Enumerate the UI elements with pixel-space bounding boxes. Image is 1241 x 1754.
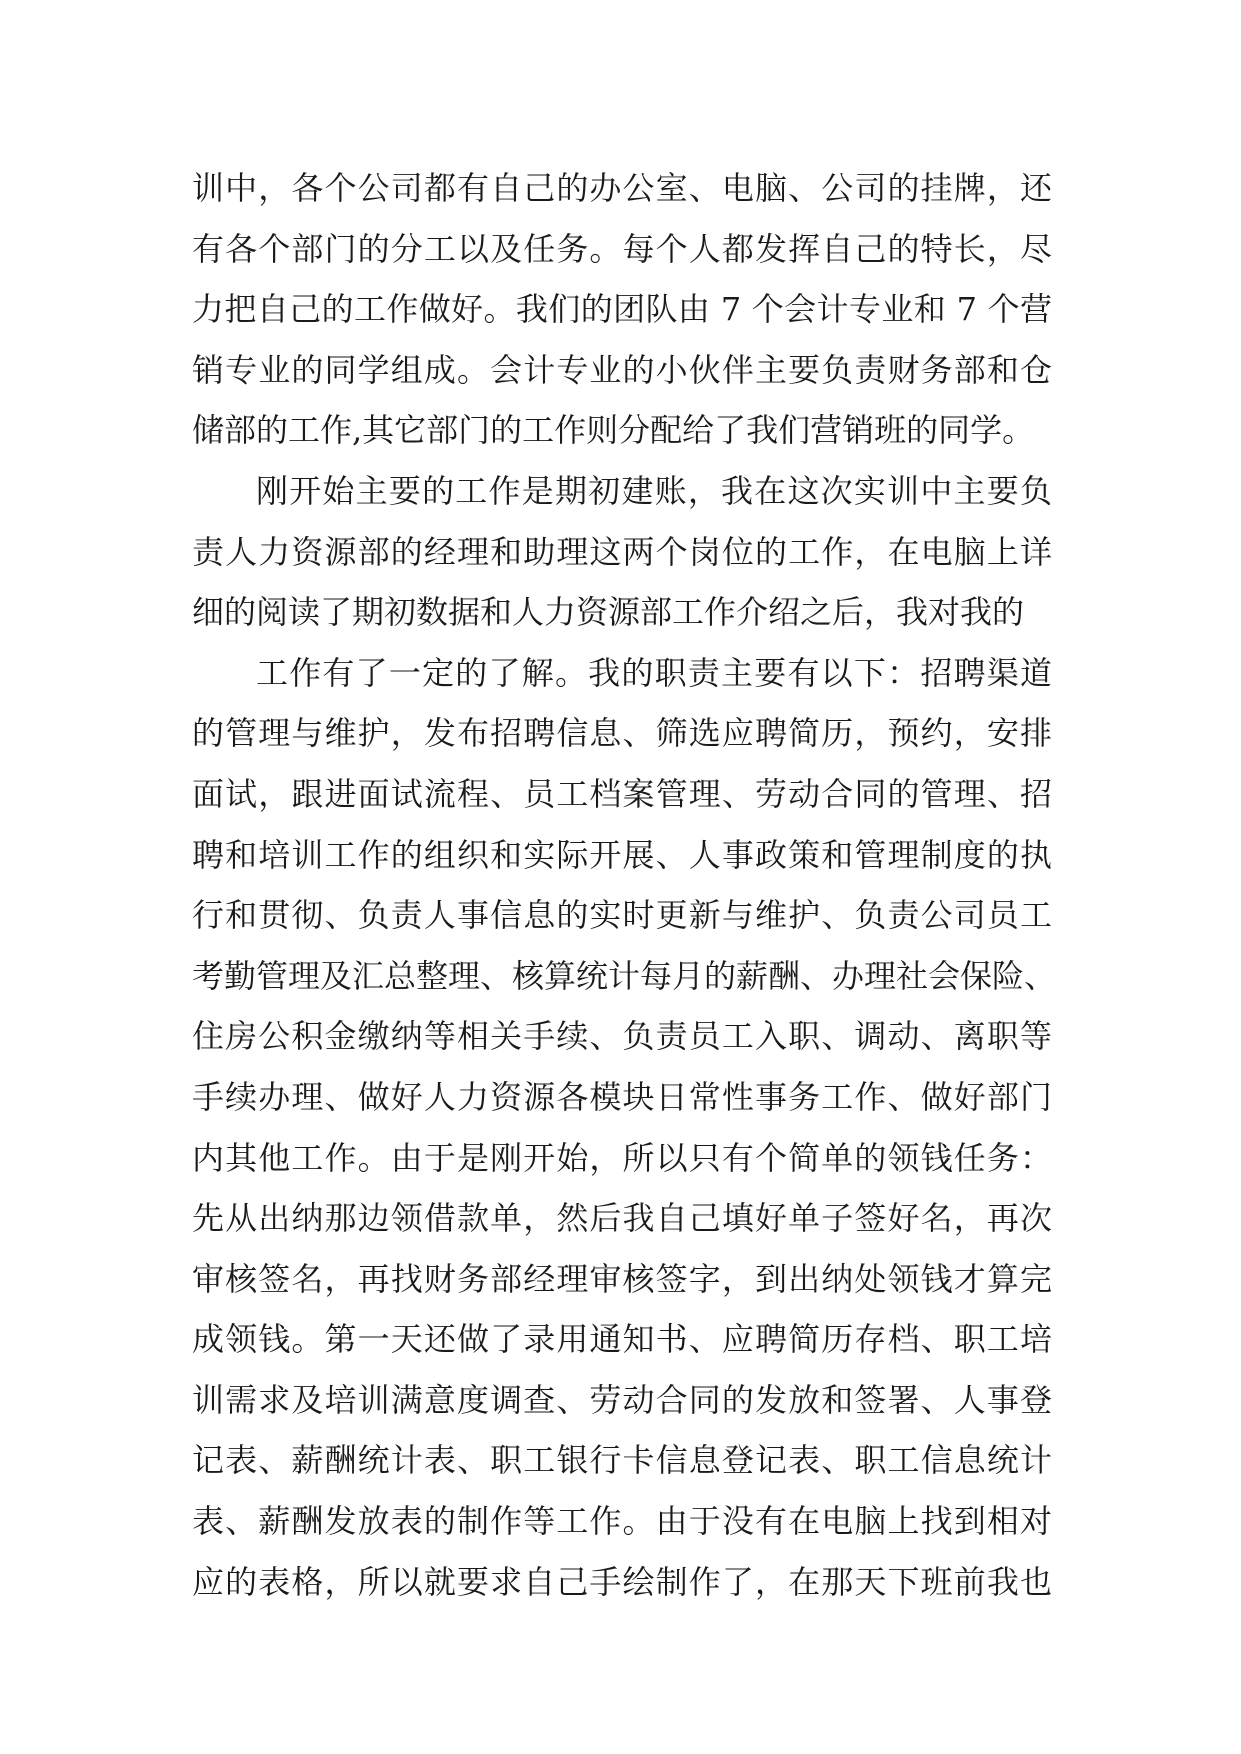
text-line: 的管理与维护，发布招聘信息、筛选应聘简历，预约，安排 [192,714,1052,753]
text-line: 储部的工作,其它部门的工作则分配给了我们营销班的同学。 [192,411,1035,450]
text-line: 聘和培训工作的组织和实际开展、人事政策和管理制度的执 [192,835,1052,874]
text-line: 内其他工作。由于是刚开始，所以只有个简单的领钱任务： [192,1138,1052,1177]
text-line: 记表、薪酬统计表、职工银行卡信息登记表、职工信息统计 [192,1441,1052,1480]
text-line: 审核签名，再找财务部经理审核签字，到出纳处领钱才算完 [192,1259,1052,1298]
text-line: 住房公积金缴纳等相关手续、负责员工入职、调动、离职等 [192,1017,1052,1056]
text-line: 有各个部门的分工以及任务。每个人都发挥自己的特长，尽 [192,229,1052,268]
text-line: 行和贯彻、负责人事信息的实时更新与维护、负责公司员工 [192,896,1052,935]
text-line: 销专业的同学组成。会计专业的小伙伴主要负责财务部和仓 [192,350,1052,389]
text-line: 先从出纳那边领借款单，然后我自己填好单子签好名，再次 [192,1199,1052,1238]
text-line: 训需求及培训满意度调查、劳动合同的发放和签署、人事登 [192,1380,1052,1419]
text-line: 刚开始主要的工作是期初建账，我在这次实训中主要负 [256,471,1052,510]
text-line: 责人力资源部的经理和助理这两个岗位的工作，在电脑上详 [192,532,1052,571]
text-line: 细的阅读了期初数据和人力资源部工作介绍之后，我对我的 [192,593,1025,632]
text-line: 训中，各个公司都有自己的办公室、电脑、公司的挂牌，还 [192,169,1052,207]
text-line: 成领钱。第一天还做了录用通知书、应聘简历存档、职工培 [192,1320,1052,1359]
text-line: 力把自己的工作做好。我们的团队由 7 个会计专业和 7 个营 [192,290,1052,329]
text-line: 工作有了一定的了解。我的职责主要有以下：招聘渠道 [256,653,1052,692]
text-line: 考勤管理及汇总整理、核算统计每月的薪酬、办理社会保险、 [192,956,1057,995]
text-line: 应的表格，所以就要求自己手绘制作了，在那天下班前我也 [192,1562,1052,1601]
text-line: 手续办理、做好人力资源各模块日常性事务工作、做好部门 [192,1077,1052,1116]
text-line: 面试，跟进面试流程、员工档案管理、劳动合同的管理、招 [192,774,1052,813]
text-line: 表、薪酬发放表的制作等工作。由于没有在电脑上找到相对 [192,1502,1052,1541]
document-body [192,158,1057,1612]
